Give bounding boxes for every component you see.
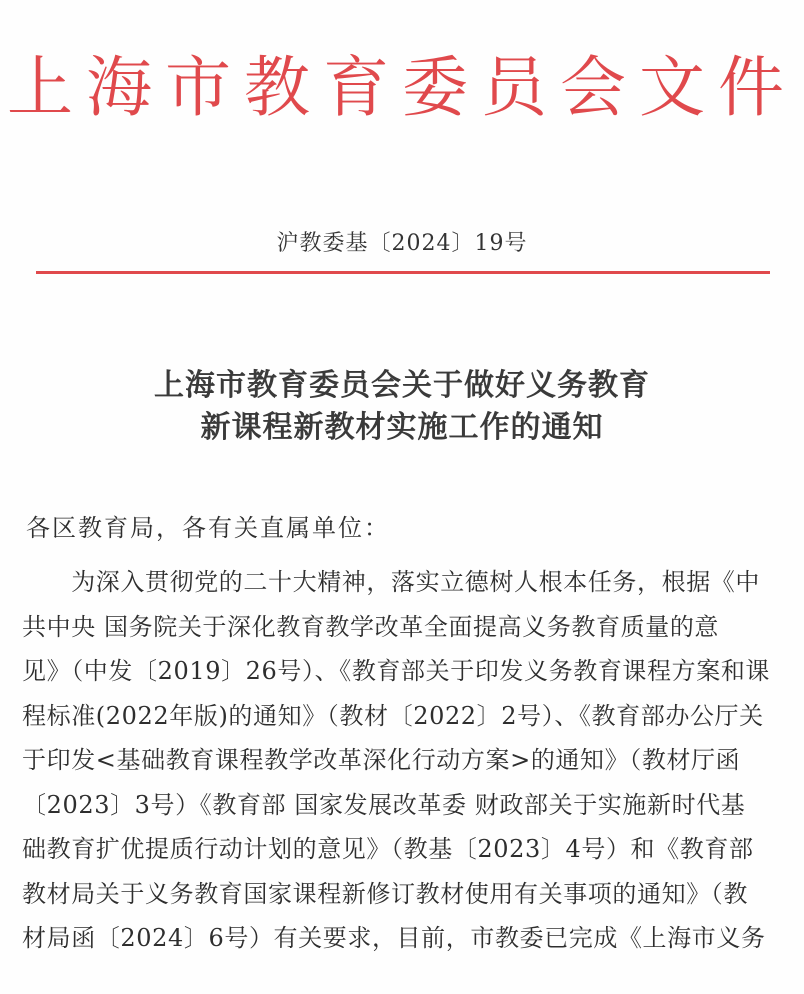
body-line: 为深入贯彻党的二十大精神，落实立德树人根本任务，根据《中: [22, 568, 760, 596]
document-title: [0, 365, 804, 449]
document-masthead: 上海市教育委员会文件: [7, 49, 797, 126]
body-line: 于印发<基础教育课程教学改革深化行动方案>的通知》（教材厅函: [22, 746, 741, 774]
title-line-1: 上海市教育委员会关于做好义务教育: [154, 368, 650, 403]
body-line: 材局函〔2024〕6号）有关要求，目前，市教委已完成《上海市义务: [22, 924, 766, 952]
salutation: 各区教育局，各有关直属单位：: [26, 514, 390, 542]
body-line: 共中央 国务院关于深化教育教学改革全面提高义务教育质量的意: [22, 612, 720, 641]
red-divider-rule: [36, 271, 770, 274]
title-line-2: 新课程新教材实施工作的通知: [200, 410, 604, 445]
document-body: [22, 560, 784, 961]
body-line: 程标准(2022年版)的通知》（教材〔2022〕2号）、《教育部办公厅关: [22, 701, 764, 730]
body-line: 见》（中发〔2019〕26号）、《教育部关于印发义务教育课程方案和课: [22, 657, 771, 685]
document-number: 沪教委基〔2024〕19号: [276, 231, 528, 256]
body-line: 〔2023〕3号）《教育部 国家发展改革委 财政部关于实施新时代基: [22, 790, 746, 819]
body-line: 教材局关于义务教育国家课程新修订教材使用有关事项的通知》（教: [22, 879, 748, 908]
body-line: 础教育扩优提质行动计划的意见》（教基〔2023〕4号）和《教育部: [22, 835, 754, 863]
